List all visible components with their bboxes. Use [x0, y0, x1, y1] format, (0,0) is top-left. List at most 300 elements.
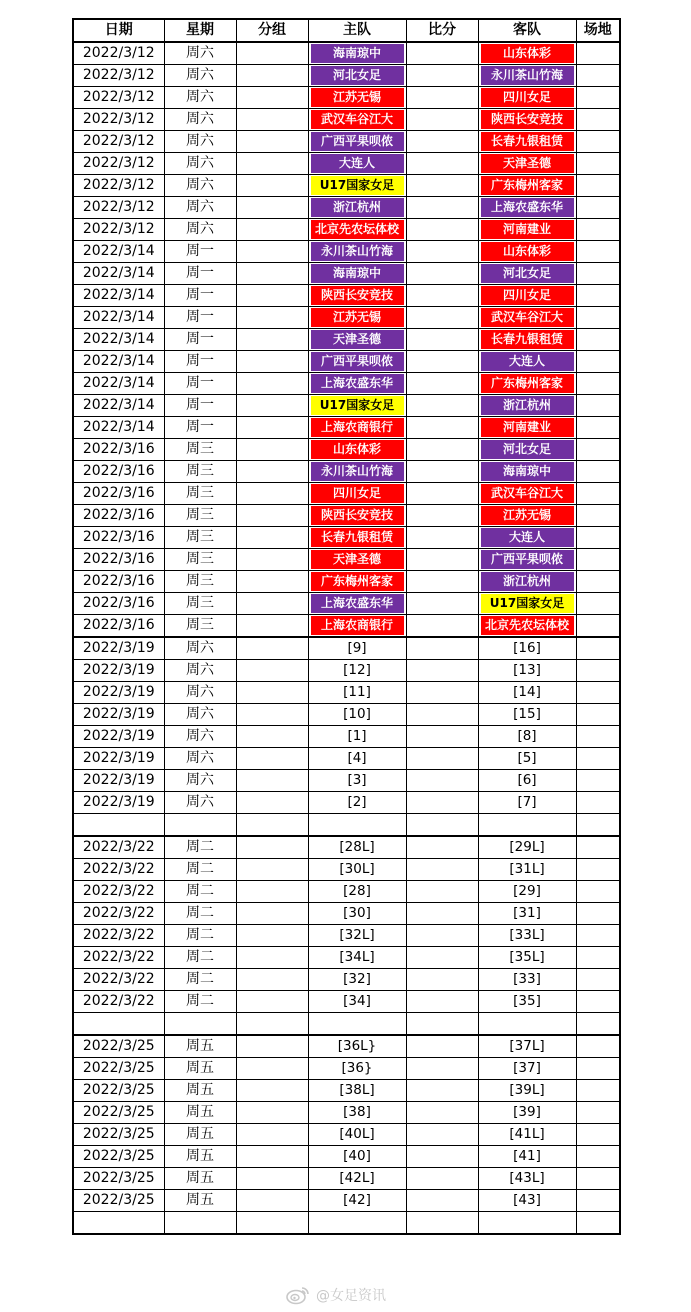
score-cell: [406, 947, 478, 969]
date-cell: 2022/3/16: [73, 549, 164, 571]
home-team: 长春九银租赁: [311, 528, 404, 547]
score-cell: [406, 153, 478, 175]
date-cell: 2022/3/22: [73, 991, 164, 1013]
venue-cell: [576, 1102, 620, 1124]
venue-cell: [576, 505, 620, 527]
home-team: 海南琼中: [311, 264, 404, 283]
table-row: [73, 814, 620, 837]
away-team-cell: [8]: [478, 726, 576, 748]
away-team-cell: [14]: [478, 682, 576, 704]
day-cell: 周一: [164, 417, 236, 439]
venue-cell: [576, 1035, 620, 1058]
home-team-cell: [308, 417, 406, 439]
home-team-cell: [1]: [308, 726, 406, 748]
away-team-cell: [16]: [478, 637, 576, 660]
group-cell: [236, 748, 308, 770]
venue-cell: [576, 527, 620, 549]
date-cell: [73, 1212, 164, 1235]
away-team-cell: [39L]: [478, 1080, 576, 1102]
away-team: 大连人: [481, 528, 574, 547]
venue-cell: [576, 285, 620, 307]
home-team-cell: [308, 87, 406, 109]
home-team: 天津圣德: [311, 550, 404, 569]
score-cell: [406, 1080, 478, 1102]
away-team-cell: [478, 131, 576, 153]
home-team: 北京先农坛体校: [311, 220, 404, 239]
group-cell: [236, 1190, 308, 1212]
table-row: [73, 351, 620, 373]
venue-cell: [576, 549, 620, 571]
away-team: 山东体彩: [481, 242, 574, 261]
home-team-cell: [34]: [308, 991, 406, 1013]
away-team: 长春九银租赁: [481, 330, 574, 349]
venue-cell: [576, 593, 620, 615]
score-cell: [406, 42, 478, 65]
away-team-cell: [478, 351, 576, 373]
day-cell: 周二: [164, 881, 236, 903]
home-team-cell: [308, 593, 406, 615]
table-row: [73, 527, 620, 549]
table-row: [73, 461, 620, 483]
table-row: [73, 593, 620, 615]
score-cell: [406, 859, 478, 881]
venue-cell: [576, 682, 620, 704]
score-cell: [406, 969, 478, 991]
table-row: [73, 925, 620, 947]
venue-cell: [576, 881, 620, 903]
score-cell: [406, 748, 478, 770]
home-team: 天津圣德: [311, 330, 404, 349]
group-cell: [236, 65, 308, 87]
away-team: 广西平果呗侬: [481, 550, 574, 569]
score-cell: [406, 593, 478, 615]
table-row: [73, 1168, 620, 1190]
date-cell: 2022/3/14: [73, 329, 164, 351]
score-cell: [406, 439, 478, 461]
table-row: [73, 748, 620, 770]
home-team-cell: [28L]: [308, 836, 406, 859]
header-score: 比分: [406, 19, 478, 42]
score-cell: [406, 417, 478, 439]
table-row: [73, 549, 620, 571]
group-cell: [236, 1146, 308, 1168]
group-cell: [236, 947, 308, 969]
date-cell: 2022/3/14: [73, 285, 164, 307]
score-cell: [406, 505, 478, 527]
venue-cell: [576, 814, 620, 837]
score-cell: [406, 571, 478, 593]
date-cell: 2022/3/12: [73, 109, 164, 131]
date-cell: 2022/3/19: [73, 704, 164, 726]
venue-cell: [576, 859, 620, 881]
away-team-cell: [29L]: [478, 836, 576, 859]
away-team-cell: [478, 307, 576, 329]
home-team-cell: [36}: [308, 1058, 406, 1080]
day-cell: 周三: [164, 615, 236, 638]
table-row: [73, 903, 620, 925]
group-cell: [236, 814, 308, 837]
score-cell: [406, 991, 478, 1013]
group-cell: [236, 42, 308, 65]
home-team-cell: [308, 109, 406, 131]
venue-cell: [576, 947, 620, 969]
away-team-cell: [31]: [478, 903, 576, 925]
away-team-cell: [478, 175, 576, 197]
venue-cell: [576, 925, 620, 947]
venue-cell: [576, 748, 620, 770]
score-cell: [406, 704, 478, 726]
table-row: [73, 969, 620, 991]
day-cell: 周一: [164, 351, 236, 373]
date-cell: 2022/3/16: [73, 593, 164, 615]
date-cell: 2022/3/19: [73, 770, 164, 792]
home-team-cell: [10]: [308, 704, 406, 726]
venue-cell: [576, 373, 620, 395]
table-row: [73, 109, 620, 131]
score-cell: [406, 131, 478, 153]
group-cell: [236, 726, 308, 748]
away-team-cell: [37]: [478, 1058, 576, 1080]
venue-cell: [576, 1080, 620, 1102]
home-team-cell: [308, 241, 406, 263]
table-row: [73, 836, 620, 859]
header-day: 星期: [164, 19, 236, 42]
score-cell: [406, 285, 478, 307]
home-team: 上海农商银行: [311, 418, 404, 437]
home-team-cell: [12]: [308, 660, 406, 682]
day-cell: 周五: [164, 1190, 236, 1212]
group-cell: [236, 461, 308, 483]
away-team-cell: [43L]: [478, 1168, 576, 1190]
score-cell: [406, 881, 478, 903]
group-cell: [236, 615, 308, 638]
away-team-cell: [478, 483, 576, 505]
home-team-cell: [308, 373, 406, 395]
table-row: [73, 947, 620, 969]
away-team: 武汉车谷江大: [481, 484, 574, 503]
date-cell: 2022/3/19: [73, 726, 164, 748]
away-team: 浙江杭州: [481, 572, 574, 591]
away-team: 山东体彩: [481, 44, 574, 63]
day-cell: 周五: [164, 1124, 236, 1146]
away-team-cell: [35L]: [478, 947, 576, 969]
home-team-cell: [32L]: [308, 925, 406, 947]
group-cell: [236, 704, 308, 726]
group-cell: [236, 351, 308, 373]
home-team-cell: [308, 285, 406, 307]
group-cell: [236, 373, 308, 395]
home-team: U17国家女足: [311, 176, 404, 195]
home-team: 上海农盛东华: [311, 594, 404, 613]
day-cell: 周三: [164, 527, 236, 549]
venue-cell: [576, 792, 620, 814]
day-cell: 周六: [164, 660, 236, 682]
date-cell: 2022/3/16: [73, 505, 164, 527]
away-team: 大连人: [481, 352, 574, 371]
table-row: [73, 395, 620, 417]
group-cell: [236, 549, 308, 571]
table-row: [73, 1146, 620, 1168]
date-cell: [73, 1013, 164, 1036]
score-cell: [406, 1124, 478, 1146]
home-team-cell: [9]: [308, 637, 406, 660]
date-cell: 2022/3/12: [73, 42, 164, 65]
venue-cell: [576, 726, 620, 748]
date-cell: 2022/3/25: [73, 1080, 164, 1102]
venue-cell: [576, 417, 620, 439]
away-team-cell: [478, 197, 576, 219]
venue-cell: [576, 1168, 620, 1190]
away-team-cell: [478, 373, 576, 395]
venue-cell: [576, 241, 620, 263]
home-team: U17国家女足: [311, 396, 404, 415]
away-team-cell: [35]: [478, 991, 576, 1013]
venue-cell: [576, 439, 620, 461]
date-cell: 2022/3/16: [73, 461, 164, 483]
table-row: [73, 991, 620, 1013]
away-team-cell: [33]: [478, 969, 576, 991]
date-cell: 2022/3/25: [73, 1035, 164, 1058]
table-row: [73, 1190, 620, 1212]
venue-cell: [576, 836, 620, 859]
schedule-table: [72, 18, 621, 1235]
date-cell: 2022/3/25: [73, 1102, 164, 1124]
day-cell: 周五: [164, 1168, 236, 1190]
home-team-cell: [308, 351, 406, 373]
table-row: [73, 373, 620, 395]
header-home: 主队: [308, 19, 406, 42]
day-cell: 周五: [164, 1080, 236, 1102]
score-cell: [406, 792, 478, 814]
day-cell: 周五: [164, 1058, 236, 1080]
date-cell: 2022/3/19: [73, 637, 164, 660]
day-cell: 周五: [164, 1102, 236, 1124]
group-cell: [236, 1035, 308, 1058]
home-team-cell: [38L]: [308, 1080, 406, 1102]
group-cell: [236, 1058, 308, 1080]
group-cell: [236, 285, 308, 307]
score-cell: [406, 836, 478, 859]
home-team-cell: [308, 219, 406, 241]
day-cell: 周六: [164, 42, 236, 65]
group-cell: [236, 770, 308, 792]
home-team-cell: [36L}: [308, 1035, 406, 1058]
date-cell: 2022/3/22: [73, 836, 164, 859]
table-row: [73, 682, 620, 704]
table-row: [73, 131, 620, 153]
day-cell: 周六: [164, 87, 236, 109]
venue-cell: [576, 329, 620, 351]
day-cell: 周三: [164, 461, 236, 483]
venue-cell: [576, 461, 620, 483]
venue-cell: [576, 571, 620, 593]
away-team-cell: [478, 65, 576, 87]
home-team-cell: [28]: [308, 881, 406, 903]
away-team: 武汉车谷江大: [481, 308, 574, 327]
home-team: 广西平果呗侬: [311, 132, 404, 151]
table-row: [73, 87, 620, 109]
away-team-cell: [478, 549, 576, 571]
table-row: [73, 704, 620, 726]
group-cell: [236, 637, 308, 660]
table-row: [73, 307, 620, 329]
date-cell: 2022/3/22: [73, 925, 164, 947]
date-cell: 2022/3/16: [73, 527, 164, 549]
group-cell: [236, 395, 308, 417]
table-row: [73, 637, 620, 660]
day-cell: 周一: [164, 373, 236, 395]
day-cell: 周五: [164, 1146, 236, 1168]
away-team-cell: [478, 439, 576, 461]
day-cell: 周六: [164, 175, 236, 197]
score-cell: [406, 549, 478, 571]
day-cell: 周二: [164, 991, 236, 1013]
home-team: 永川茶山竹海: [311, 242, 404, 261]
date-cell: 2022/3/14: [73, 307, 164, 329]
venue-cell: [576, 1146, 620, 1168]
group-cell: [236, 991, 308, 1013]
table-row: [73, 1058, 620, 1080]
date-cell: 2022/3/22: [73, 859, 164, 881]
group-cell: [236, 1013, 308, 1036]
home-team-cell: [308, 549, 406, 571]
away-team: 河北女足: [481, 264, 574, 283]
score-cell: [406, 307, 478, 329]
header-row: [73, 19, 620, 42]
group-cell: [236, 836, 308, 859]
away-team-cell: [478, 505, 576, 527]
away-team: 上海农盛东华: [481, 198, 574, 217]
table-row: [73, 615, 620, 638]
date-cell: 2022/3/25: [73, 1168, 164, 1190]
score-cell: [406, 615, 478, 638]
score-cell: [406, 1102, 478, 1124]
home-team: 陕西长安竞技: [311, 286, 404, 305]
home-team-cell: [308, 1013, 406, 1036]
score-cell: [406, 395, 478, 417]
day-cell: 周二: [164, 925, 236, 947]
away-team: 河南建业: [481, 418, 574, 437]
home-team-cell: [308, 42, 406, 65]
home-team: 江苏无锡: [311, 88, 404, 107]
away-team-cell: [29]: [478, 881, 576, 903]
date-cell: 2022/3/16: [73, 439, 164, 461]
home-team: 上海农盛东华: [311, 374, 404, 393]
group-cell: [236, 219, 308, 241]
group-cell: [236, 859, 308, 881]
away-team: 河北女足: [481, 440, 574, 459]
day-cell: 周二: [164, 903, 236, 925]
table-row: [73, 263, 620, 285]
away-team-cell: [41]: [478, 1146, 576, 1168]
venue-cell: [576, 153, 620, 175]
score-cell: [406, 219, 478, 241]
group-cell: [236, 1168, 308, 1190]
venue-cell: [576, 395, 620, 417]
home-team: 河北女足: [311, 66, 404, 85]
venue-cell: [576, 175, 620, 197]
day-cell: 周六: [164, 109, 236, 131]
table-row: [73, 483, 620, 505]
score-cell: [406, 373, 478, 395]
group-cell: [236, 660, 308, 682]
home-team: 广东梅州客家: [311, 572, 404, 591]
group-cell: [236, 925, 308, 947]
table-row: [73, 1212, 620, 1235]
away-team-cell: [33L]: [478, 925, 576, 947]
score-cell: [406, 461, 478, 483]
away-team: 天津圣德: [481, 154, 574, 173]
table-row: [73, 571, 620, 593]
group-cell: [236, 483, 308, 505]
away-team: 长春九银租赁: [481, 132, 574, 151]
home-team-cell: [308, 483, 406, 505]
group-cell: [236, 1124, 308, 1146]
table-row: [73, 42, 620, 65]
home-team-cell: [308, 1212, 406, 1235]
table-row: [73, 1124, 620, 1146]
away-team-cell: [478, 814, 576, 837]
away-team-cell: [478, 153, 576, 175]
group-cell: [236, 417, 308, 439]
home-team-cell: [30L]: [308, 859, 406, 881]
group-cell: [236, 197, 308, 219]
venue-cell: [576, 42, 620, 65]
date-cell: 2022/3/22: [73, 881, 164, 903]
score-cell: [406, 903, 478, 925]
group-cell: [236, 153, 308, 175]
group-cell: [236, 263, 308, 285]
venue-cell: [576, 109, 620, 131]
venue-cell: [576, 1058, 620, 1080]
table-row: [73, 285, 620, 307]
away-team: 海南琼中: [481, 462, 574, 481]
date-cell: 2022/3/22: [73, 947, 164, 969]
day-cell: 周三: [164, 549, 236, 571]
home-team-cell: [11]: [308, 682, 406, 704]
home-team-cell: [32]: [308, 969, 406, 991]
venue-cell: [576, 1190, 620, 1212]
home-team-cell: [40]: [308, 1146, 406, 1168]
home-team-cell: [308, 571, 406, 593]
day-cell: 周六: [164, 792, 236, 814]
day-cell: 周一: [164, 395, 236, 417]
home-team-cell: [30]: [308, 903, 406, 925]
date-cell: 2022/3/12: [73, 175, 164, 197]
away-team: 四川女足: [481, 88, 574, 107]
table-row: [73, 65, 620, 87]
home-team-cell: [308, 439, 406, 461]
home-team-cell: [3]: [308, 770, 406, 792]
table-body: [73, 42, 620, 1234]
venue-cell: [576, 131, 620, 153]
score-cell: [406, 263, 478, 285]
venue-cell: [576, 1013, 620, 1036]
group-cell: [236, 131, 308, 153]
score-cell: [406, 814, 478, 837]
score-cell: [406, 1190, 478, 1212]
home-team-cell: [308, 505, 406, 527]
venue-cell: [576, 263, 620, 285]
home-team-cell: [308, 329, 406, 351]
away-team-cell: [478, 1013, 576, 1036]
day-cell: 周六: [164, 637, 236, 660]
day-cell: 周六: [164, 704, 236, 726]
table-row: [73, 219, 620, 241]
away-team-cell: [6]: [478, 770, 576, 792]
venue-cell: [576, 704, 620, 726]
day-cell: 周六: [164, 65, 236, 87]
